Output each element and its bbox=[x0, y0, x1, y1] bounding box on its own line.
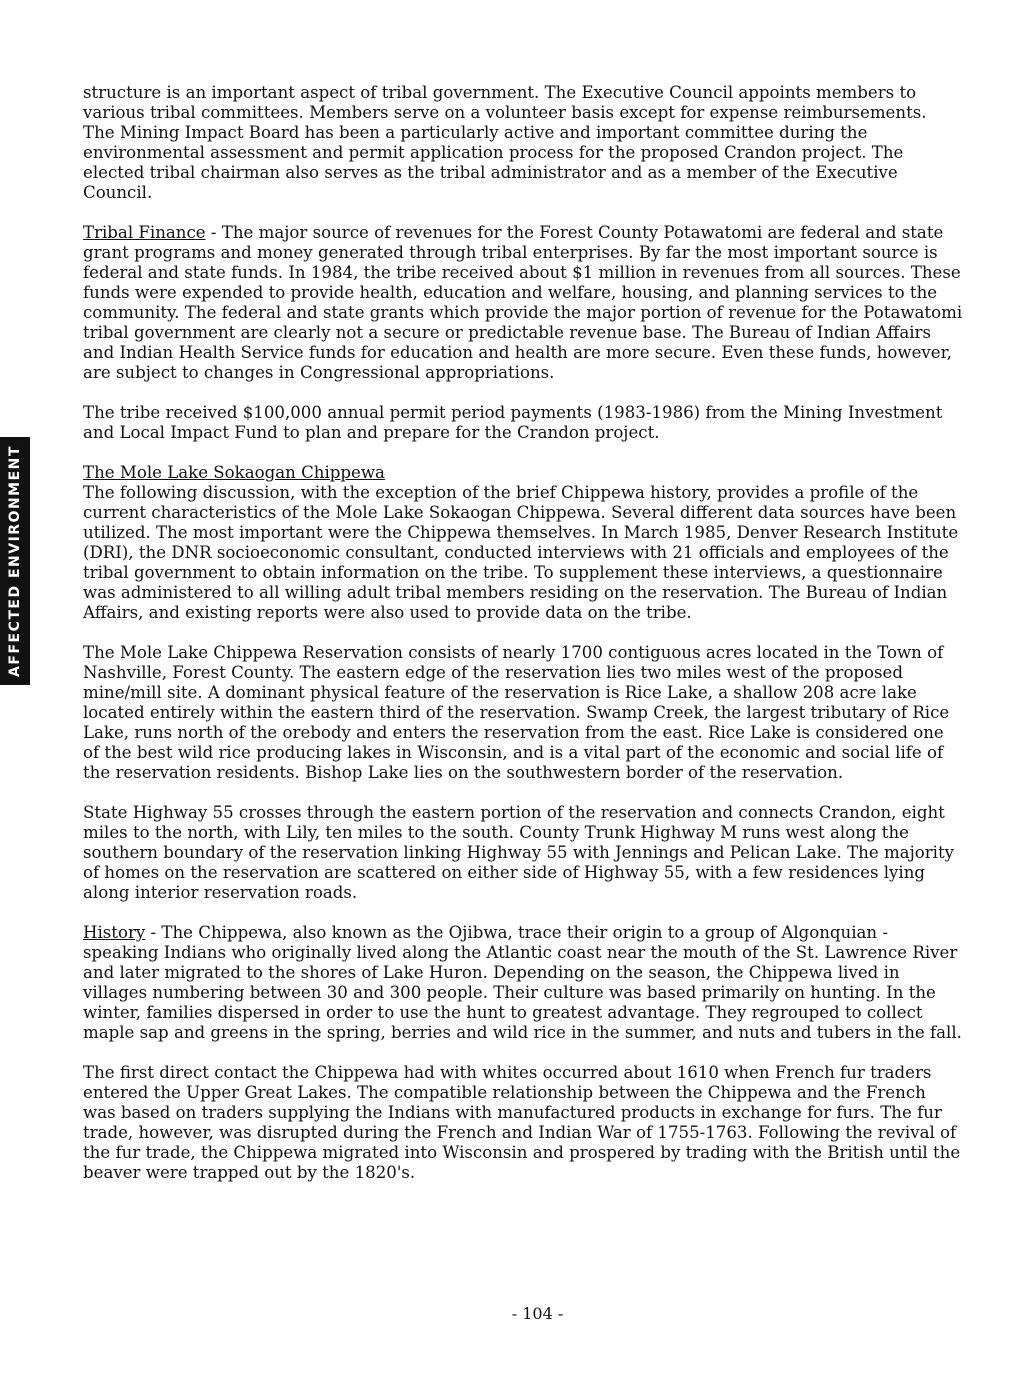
paragraph-tribal-finance-text: - The major source of revenues for the Forest County Potawatomi are federal and state grant programs and money generated through tribal enterprises. By far the most important source is federal and state funds. In 1984, the tribe received about $1 million in revenues from all sources. These funds were expended to provide health, education and welfare, housing, and planning services to the community. The federal and state grants which provide the major portion of revenue for the Potawatomi tribal government are clearly not a secure or predictable revenue base. The Bureau of Indian Affairs and Indian Health Service funds for education and health are more secure. Even these funds, however, are subject to changes in Congressional appropriations. bbox=[83, 223, 963, 382]
side-section-tab bbox=[0, 437, 30, 685]
paragraph-history-text: - The Chippewa, also known as the Ojibwa, trace their origin to a group of Algonquian - speaking Indians who originally lived along the Atlantic coast near the mouth of the St. Lawrence River and later migrated to the shores of Lake Huron. Depending on the season, the Chippewa lived in villages numbering between 30 and 300 people. Their culture was based primarily on hunting. In the winter, families dispersed in order to use the hunt to greatest advantage. They regrouped to collect maple sap and greens in the spring, berries and wild rice in the summer, and nuts and tubers in the fall. bbox=[83, 923, 962, 1042]
paragraph-highways: State Highway 55 crosses through the eastern portion of the reservation and connects Crandon, eight miles to the north, with Lily, ten miles to the south. County Trunk Highway M runs west along the southern boundary of the reservation linking Highway 55 with Jennings and Pelican Lake. The majority of homes on the reservation are scattered on either side of Highway 55, with a few residences lying along interior reservation roads. bbox=[83, 803, 954, 902]
section-heading-mole-lake: The Mole Lake Sokaogan Chippewa bbox=[83, 463, 385, 482]
paragraph-executive-council: structure is an important aspect of tribal government. The Executive Council appoints members to various tribal committees. Members serve on a volunteer basis except for expense reimbursements. The Mining Impact Board has been a particularly active and important committee during the environmental assessment and permit application process for the proposed Crandon project. The elected tribal chairman also serves as the tribal administrator and as a member of the Executive Council. bbox=[83, 83, 927, 202]
paragraph-tribal-finance bbox=[83, 223, 963, 383]
paragraph-data-sources: The following discussion, with the exception of the brief Chippewa history, provides a profile of the current characteristics of the Mole Lake Sokaogan Chippewa. Several different data sources have been utilized. The most important were the Chippewa themselves. In March 1985, Denver Research Institute (DRI), the DNR socioeconomic consultant, conducted interviews with 21 officials and employees of the tribal government to obtain information on the tribe. To supplement these interviews, a questionnaire was administered to all willing adult tribal members residing on the reservation. The Bureau of Indian Affairs, and existing reports were also used to provide data on the tribe. bbox=[83, 483, 959, 622]
paragraph-reservation: The Mole Lake Chippewa Reservation consists of nearly 1700 contiguous acres located in the Town of Nashville, Forest County. The eastern edge of the reservation lies two miles west of the proposed mine/mill site. A dominant physical feature of the reservation is Rice Lake, a shallow 208 acre lake located entirely within the eastern third of the reservation. Swamp Creek, the largest tributary of Rice Lake, runs north of the orebody and enters the reservation from the east. Rice Lake is considered one of the best wild rice producing lakes in Wisconsin, and is a vital part of the economic and social life of the reservation residents. Bishop Lake lies on the southwestern border of the reservation. bbox=[83, 643, 950, 782]
heading-tribal-finance: Tribal Finance bbox=[83, 223, 206, 242]
side-section-tab-label: AFFECTED ENVIRONMENT bbox=[7, 445, 23, 677]
page-body bbox=[83, 83, 963, 1183]
section-mole-lake bbox=[83, 463, 963, 623]
paragraph-history bbox=[83, 923, 963, 1043]
paragraph-permit-payments: The tribe received $100,000 annual permit period payments (1983-1986) from the Mining Investment and Local Impact Fund to plan and prepare for the Crandon project. bbox=[83, 403, 943, 442]
paragraph-fur-trade: The first direct contact the Chippewa had with whites occurred about 1610 when French fur traders entered the Upper Great Lakes. The compatible relationship between the Chippewa and the French was based on traders supplying the Indians with manufactured products in exchange for furs. The fur trade, however, was disrupted during the French and Indian War of 1755-1763. Following the revival of the fur trade, the Chippewa migrated into Wisconsin and prospered by trading with the British until the beaver were trapped out by the 1820's. bbox=[83, 1063, 961, 1182]
heading-history: History bbox=[83, 923, 146, 942]
page-number: - 104 - bbox=[511, 1304, 564, 1323]
